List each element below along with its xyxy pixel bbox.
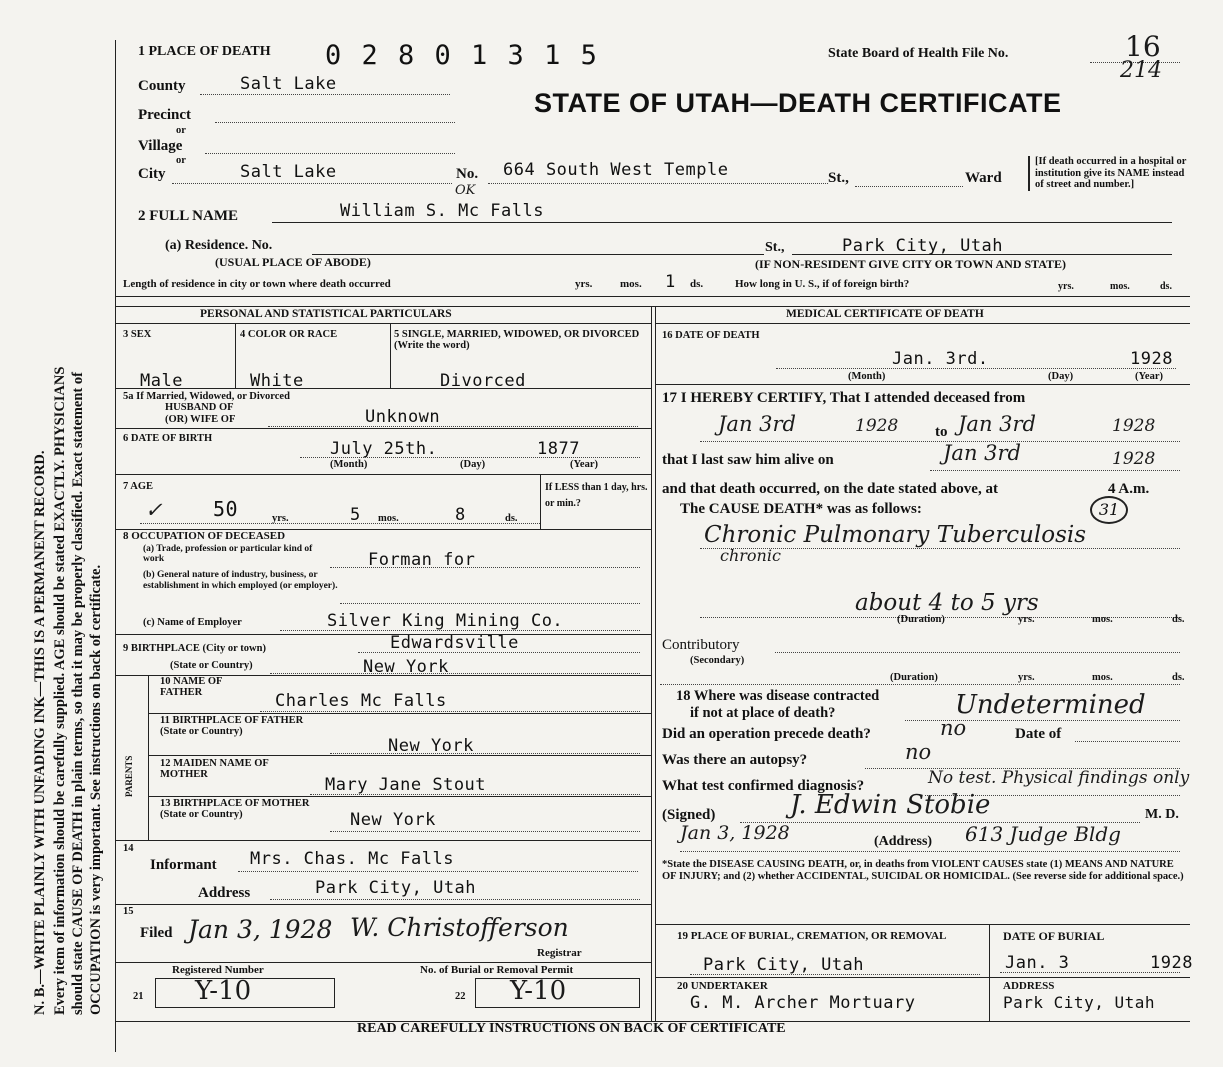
parents-label: PARENTS (124, 755, 134, 797)
precinct-label: Precinct (138, 107, 192, 123)
residence-label: (a) Residence. No. (165, 238, 273, 253)
certificate-serial: 0 2 8 0 1 3 1 5 (325, 40, 599, 71)
physician-address: 613 Judge Bldg (965, 822, 1121, 846)
city-label: City (138, 166, 166, 182)
street-no-label: No. (456, 166, 479, 182)
test-label: What test confirmed diagnosis? (662, 778, 865, 794)
informant-label: Informant (150, 857, 217, 873)
cause-note: chronic (720, 546, 781, 565)
medical-header: MEDICAL CERTIFICATE OF DEATH (786, 308, 984, 320)
contracted-value: Undetermined (955, 690, 1146, 720)
last-seen: Jan 3rd (943, 441, 1021, 465)
page-title: STATE OF UTAH—DEATH CERTIFICATE (534, 88, 1062, 118)
burial-value: Park City, Utah (703, 955, 865, 975)
spouse-label: (OR) WIFE OF (165, 414, 236, 425)
dob-year: 1877 (537, 439, 580, 459)
undertaker-address: Park City, Utah (1003, 993, 1155, 1012)
operation-value: no (940, 716, 967, 740)
registrar-signature: W. Christofferson (350, 913, 569, 942)
undertaker-value: G. M. Archer Mortuary (690, 993, 916, 1013)
contracted-label: 18 Where was disease contracted (676, 688, 880, 704)
father-label: 10 NAME OF FATHER (160, 676, 223, 698)
footer-instructions: READ CAREFULLY INSTRUCTIONS ON BACK OF CERTIFICATE (357, 1021, 786, 1036)
file-no-alt: 214 (1120, 58, 1162, 83)
death-time: 4 A.m. (1108, 481, 1150, 497)
birthplace-city: Edwardsville (390, 633, 519, 653)
cause-value: Chronic Pulmonary Tuberculosis (704, 522, 1087, 548)
mother-birthplace-label: 13 BIRTHPLACE OF MOTHER (State or Country) (160, 798, 310, 820)
physician-signature: J. Edwin Stobie (790, 790, 991, 820)
county-value: Salt Lake (240, 74, 337, 94)
burial-date-label: DATE OF BURIAL (1003, 929, 1105, 943)
column-divider-2 (655, 306, 656, 1021)
residence-days: 1 (665, 272, 676, 292)
birthplace-state: New York (363, 657, 449, 677)
attended-from: Jan 3rd (718, 412, 796, 436)
dob-value: July 25th. (330, 439, 438, 459)
burial-label: 19 PLACE OF BURIAL, CREMATION, OR REMOVAL (677, 930, 947, 942)
reg-number-label: Registered Number (172, 964, 264, 976)
certify-line-1: 17 I HEREBY CERTIFY, That I attended deceased from (662, 390, 1026, 406)
full-name-label: 2 FULL NAME (138, 208, 239, 224)
race-label: 4 COLOR OR RACE (240, 329, 338, 340)
father-birthplace-value: New York (388, 736, 474, 756)
column-divider (651, 306, 652, 1021)
reg-number-value: Y-10 (195, 976, 252, 1006)
cause-code: 31 (1090, 496, 1128, 524)
file-no: 16 (1125, 30, 1161, 63)
filed-label: Filed (140, 925, 173, 941)
file-no-label: State Board of Health File No. (828, 46, 1009, 61)
undertaker-address-label: ADDRESS (1003, 980, 1055, 992)
residence-value: Park City, Utah (842, 236, 1004, 256)
test-value: No test. Physical findings only (928, 768, 1190, 788)
registrar-label: Registrar (537, 947, 582, 959)
mother-value: Mary Jane Stout (325, 775, 487, 795)
village-label: Village (138, 138, 183, 154)
less-than-label: If LESS than 1 day, hrs. or min.? (545, 482, 648, 509)
length-label: Length of residence in city or town where death occurred (123, 278, 391, 290)
dod-value: Jan. 3rd. (892, 349, 989, 369)
operation-label: Did an operation precede death? (662, 726, 871, 742)
name-annotation: OK (455, 183, 476, 198)
age-mark: ✓ (145, 498, 163, 522)
marital-value: Divorced (440, 371, 526, 391)
filed-value: Jan 3, 1928 (188, 915, 333, 944)
side-instruction-3: OCCUPATION is very important. See instructions on back of certificate. (88, 564, 104, 1015)
sex-label: 3 SEX (123, 329, 152, 340)
certify-line-2: that I last saw him alive on (662, 452, 834, 468)
occupation-value: Forman for (368, 550, 476, 570)
marital-label: 5 SINGLE, MARRIED, WIDOWED, OR DIVORCED (Write the word) (394, 329, 640, 351)
contributory-label: Contributory (662, 637, 740, 653)
frame-left (115, 40, 116, 1052)
age-years: 50 (213, 497, 239, 521)
divider-top (115, 296, 1190, 297)
mother-label: 12 MAIDEN NAME OF MOTHER (160, 758, 269, 780)
race-value: White (250, 371, 304, 391)
sex-value: Male (140, 371, 183, 391)
burial-year: 1928 (1150, 953, 1193, 973)
informant-value: Mrs. Chas. Mc Falls (250, 849, 454, 869)
attended-to: Jan 3rd (958, 412, 1036, 436)
occupation-label: 8 OCCUPATION OF DECEASED (123, 530, 286, 542)
father-value: Charles Mc Falls (275, 691, 447, 711)
autopsy-value: no (905, 740, 932, 764)
burial-date: Jan. 3 (1005, 953, 1070, 973)
informant-address-label: Address (198, 885, 251, 901)
side-instruction-2: should state CAUSE OF DEATH in plain terms, so that it may be properly classified. Exact statement of (70, 372, 86, 1015)
undertaker-label: 20 UNDERTAKER (677, 980, 768, 992)
personal-header: PERSONAL AND STATISTICAL PARTICULARS (200, 308, 452, 320)
cause-label: The CAUSE DEATH* was as follows: (680, 501, 922, 517)
signed-label: (Signed) (662, 807, 716, 823)
city-value: Salt Lake (240, 162, 337, 182)
permit-label: No. of Burial or Removal Permit (420, 964, 574, 976)
autopsy-label: Was there an autopsy? (662, 752, 808, 768)
dob-label: 6 DATE OF BIRTH (123, 433, 213, 444)
full-name-value: William S. Mc Falls (340, 201, 544, 221)
dod-year: 1928 (1130, 349, 1173, 369)
duration-value: about 4 to 5 yrs (855, 590, 1039, 616)
side-instruction-1: Every item of information should be carefully supplied. AGE should be stated EXACTLY. PHYSICIANS (52, 366, 68, 1015)
age-days: 8 (455, 505, 466, 525)
father-birthplace-label: 11 BIRTHPLACE OF FATHER (State or Country) (160, 715, 304, 737)
cause-footnote: *State the DISEASE CAUSING DEATH, or, in deaths from VIOLENT CAUSES state (1) MEANS AND NATURE OF INJURY; and (2) whether ACCIDENTAL, SUICIDAL OR HOMICIDAL. (See reverse side for additional space.) (662, 859, 1184, 882)
informant-address-value: Park City, Utah (315, 878, 477, 898)
divider-top-2 (115, 306, 1190, 307)
place-of-death-label: 1 PLACE OF DEATH (138, 44, 271, 59)
spouse-value: Unknown (365, 407, 441, 427)
side-warning: N. B.—WRITE PLAINLY WITH UNFADING INK—THIS IS A PERMANENT RECORD. (32, 450, 48, 1015)
mother-birthplace-value: New York (350, 810, 436, 830)
birthplace-label: 9 BIRTHPLACE (City or town) (123, 643, 266, 654)
age-label: 7 AGE (123, 481, 154, 492)
ward-note: [If death occurred in a hospital or institution give its NAME instead of street and number.] (1028, 156, 1190, 191)
employer-value: Silver King Mining Co. (327, 611, 564, 631)
county-label: County (138, 78, 186, 94)
ward-label: Ward (965, 170, 1002, 186)
street-value: 664 South West Temple (503, 160, 729, 180)
age-months: 5 (350, 505, 361, 525)
permit-value: Y-10 (510, 976, 567, 1006)
dod-label: 16 DATE OF DEATH (662, 330, 760, 341)
certify-line-3: and that death occurred, on the date stated above, at (662, 481, 998, 497)
signed-date: Jan 3, 1928 (680, 822, 790, 844)
